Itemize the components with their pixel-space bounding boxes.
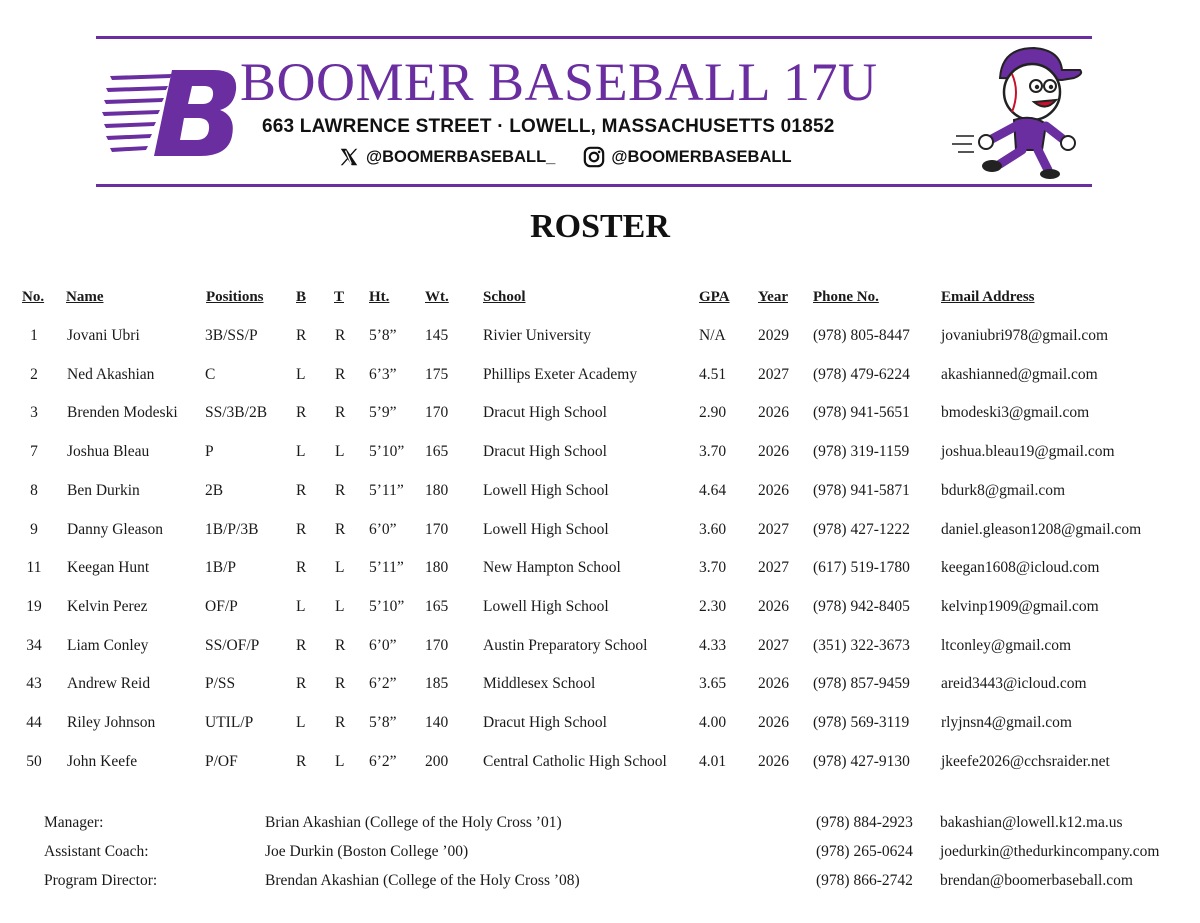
staff-phone: (978) 884-2923	[816, 814, 913, 831]
header-bottom-rule	[96, 184, 1092, 187]
player-gpa: 3.65	[699, 675, 727, 692]
player-number: 44	[26, 714, 42, 731]
player-year: 2026	[758, 443, 789, 460]
player-email[interactable]: joshua.bleau19@gmail.com	[941, 443, 1115, 460]
player-year: 2026	[758, 675, 789, 692]
player-gpa: 3.60	[699, 521, 727, 538]
player-bats: R	[296, 327, 307, 344]
player-phone: (978) 941-5651	[813, 404, 910, 421]
player-height: 5’11”	[369, 482, 404, 499]
player-school: Lowell High School	[483, 521, 609, 538]
player-bats: R	[296, 404, 307, 421]
player-year: 2027	[758, 559, 789, 576]
player-positions: SS/OF/P	[205, 637, 260, 654]
player-name: Keegan Hunt	[67, 559, 150, 576]
player-phone: (978) 569-3119	[813, 714, 910, 731]
player-weight: 175	[425, 366, 449, 383]
staff-role: Program Director:	[44, 872, 158, 889]
column-header-positions: Positions	[206, 289, 264, 305]
header-top-rule	[96, 36, 1092, 39]
player-number: 50	[26, 753, 42, 770]
player-name: Kelvin Perez	[67, 598, 148, 615]
player-name: Jovani Ubri	[67, 327, 140, 344]
player-email[interactable]: rlyjnsn4@gmail.com	[941, 714, 1072, 731]
player-throws: L	[335, 753, 345, 770]
player-gpa: 2.30	[699, 598, 727, 615]
staff-phone: (978) 866-2742	[816, 872, 913, 889]
team-name: BOOMER BASEBALL 17U	[240, 52, 878, 112]
player-school: Dracut High School	[483, 404, 607, 421]
staff-email[interactable]: joedurkin@thedurkincompany.com	[940, 843, 1160, 860]
column-header-weight: Wt.	[425, 289, 449, 305]
column-header-school: School	[483, 289, 526, 305]
player-name: Riley Johnson	[67, 714, 156, 731]
player-email[interactable]: kelvinp1909@gmail.com	[941, 598, 1099, 615]
player-positions: 1B/P/3B	[205, 521, 259, 538]
player-school: Central Catholic High School	[483, 753, 667, 770]
player-gpa: N/A	[699, 327, 726, 344]
player-school: Middlesex School	[483, 675, 596, 692]
baseball-mascot-logo	[950, 40, 1090, 180]
player-weight: 145	[425, 327, 449, 344]
player-email[interactable]: daniel.gleason1208@gmail.com	[941, 521, 1142, 538]
player-email[interactable]: bmodeski3@gmail.com	[941, 404, 1090, 421]
player-positions: P/SS	[205, 675, 236, 692]
player-height: 5’10”	[369, 598, 405, 615]
player-name: Liam Conley	[67, 637, 149, 654]
player-throws: R	[335, 637, 346, 654]
player-year: 2026	[758, 598, 789, 615]
player-name: Andrew Reid	[67, 675, 151, 692]
player-year: 2027	[758, 366, 789, 383]
team-logo-b	[102, 64, 242, 160]
player-positions: OF/P	[205, 598, 238, 615]
player-school: Dracut High School	[483, 714, 607, 731]
player-weight: 180	[425, 559, 449, 576]
player-year: 2029	[758, 327, 789, 344]
player-email[interactable]: keegan1608@icloud.com	[941, 559, 1100, 576]
player-phone: (978) 427-9130	[813, 753, 910, 770]
player-school: Rivier University	[483, 327, 592, 344]
player-weight: 200	[425, 753, 449, 770]
player-phone: (351) 322-3673	[813, 637, 910, 654]
player-bats: R	[296, 482, 307, 499]
player-throws: R	[335, 675, 346, 692]
player-weight: 165	[425, 443, 449, 460]
player-phone: (978) 941-5871	[813, 482, 910, 499]
player-height: 5’9”	[369, 404, 397, 421]
player-number: 19	[26, 598, 42, 615]
player-positions: 3B/SS/P	[205, 327, 258, 344]
player-height: 6’0”	[369, 637, 397, 654]
player-number: 1	[30, 327, 38, 344]
player-bats: R	[296, 559, 307, 576]
player-year: 2026	[758, 714, 789, 731]
player-gpa: 3.70	[699, 559, 727, 576]
staff-name: Joe Durkin (Boston College ’00)	[265, 843, 469, 860]
team-address: 663 LAWRENCE STREET · LOWELL, MASSACHUSETTS 01852	[262, 116, 835, 137]
player-phone: (978) 942-8405	[813, 598, 910, 615]
player-bats: L	[296, 598, 306, 615]
player-phone: (978) 319-1159	[813, 443, 910, 460]
player-height: 5’10”	[369, 443, 405, 460]
player-year: 2027	[758, 521, 789, 538]
player-height: 5’11”	[369, 559, 404, 576]
instagram-logo-icon	[583, 146, 605, 168]
player-height: 6’0”	[369, 521, 397, 538]
staff-email[interactable]: bakashian@lowell.k12.ma.us	[940, 814, 1123, 831]
x-handle[interactable]: @BOOMERBASEBALL_	[366, 147, 556, 166]
player-height: 6’2”	[369, 753, 397, 770]
column-header-email: Email Address	[941, 289, 1035, 305]
player-height: 6’2”	[369, 675, 397, 692]
player-positions: 2B	[205, 482, 224, 499]
player-school: New Hampton School	[483, 559, 621, 576]
player-bats: R	[296, 753, 307, 770]
player-name: Danny Gleason	[67, 521, 163, 538]
player-school: Austin Preparatory School	[483, 637, 648, 654]
player-positions: UTIL/P	[205, 714, 254, 731]
player-phone: (978) 479-6224	[813, 366, 910, 383]
social-handles	[338, 145, 820, 169]
player-email[interactable]: ltconley@gmail.com	[941, 637, 1072, 654]
player-phone: (978) 427-1222	[813, 521, 910, 538]
column-header-number: No.	[22, 289, 45, 305]
player-number: 9	[30, 521, 38, 538]
staff-phone: (978) 265-0624	[816, 843, 913, 860]
player-gpa: 4.51	[699, 366, 727, 383]
player-weight: 180	[425, 482, 449, 499]
player-positions: P	[205, 443, 214, 460]
player-positions: SS/3B/2B	[205, 404, 268, 421]
player-school: Lowell High School	[483, 482, 609, 499]
roster-title: ROSTER	[530, 208, 670, 245]
player-number: 43	[26, 675, 42, 692]
player-name: Joshua Bleau	[67, 443, 150, 460]
player-height: 6’3”	[369, 366, 397, 383]
player-number: 34	[26, 637, 42, 654]
player-weight: 170	[425, 637, 449, 654]
player-throws: R	[335, 521, 346, 538]
staff-name: Brian Akashian (College of the Holy Cross ’01)	[265, 814, 562, 831]
player-height: 5’8”	[369, 714, 397, 731]
column-header-name: Name	[66, 289, 104, 305]
x-logo-icon	[338, 146, 360, 168]
player-throws: L	[335, 559, 345, 576]
player-email[interactable]: bdurk8@gmail.com	[941, 482, 1066, 499]
column-header-bats: B	[296, 289, 307, 305]
player-phone: (617) 519-1780	[813, 559, 910, 576]
column-header-year: Year	[758, 289, 788, 305]
player-email[interactable]: jovaniubri978@gmail.com	[941, 327, 1109, 344]
staff-role: Assistant Coach:	[44, 843, 149, 860]
player-positions: C	[205, 366, 216, 383]
player-throws: R	[335, 327, 346, 344]
player-email[interactable]: jkeefe2026@cchsraider.net	[941, 753, 1110, 770]
column-header-phone: Phone No.	[813, 289, 879, 305]
player-gpa: 4.64	[699, 482, 727, 499]
player-weight: 170	[425, 521, 449, 538]
player-weight: 165	[425, 598, 449, 615]
player-name: Ben Durkin	[67, 482, 140, 499]
player-bats: L	[296, 714, 306, 731]
staff-role: Manager:	[44, 814, 104, 831]
player-gpa: 4.33	[699, 637, 727, 654]
player-year: 2027	[758, 637, 789, 654]
player-year: 2026	[758, 482, 789, 499]
player-throws: R	[335, 482, 346, 499]
player-phone: (978) 857-9459	[813, 675, 910, 692]
player-weight: 140	[425, 714, 449, 731]
player-gpa: 3.70	[699, 443, 727, 460]
player-number: 8	[30, 482, 38, 499]
player-positions: P/OF	[205, 753, 238, 770]
player-gpa: 4.00	[699, 714, 727, 731]
staff-name: Brendan Akashian (College of the Holy Cross ’08)	[265, 872, 580, 889]
player-weight: 170	[425, 404, 449, 421]
player-bats: L	[296, 443, 306, 460]
player-bats: R	[296, 521, 307, 538]
player-name: John Keefe	[67, 753, 138, 770]
player-number: 7	[30, 443, 38, 460]
player-school: Lowell High School	[483, 598, 609, 615]
player-email[interactable]: areid3443@icloud.com	[941, 675, 1087, 692]
player-positions: 1B/P	[205, 559, 237, 576]
player-school: Dracut High School	[483, 443, 607, 460]
staff-email[interactable]: brendan@boomerbaseball.com	[940, 872, 1133, 889]
player-throws: R	[335, 366, 346, 383]
column-header-height: Ht.	[369, 289, 390, 305]
player-school: Phillips Exeter Academy	[483, 366, 638, 383]
player-phone: (978) 805-8447	[813, 327, 910, 344]
player-bats: R	[296, 637, 307, 654]
instagram-handle[interactable]: @BOOMERBASEBALL	[611, 147, 792, 166]
player-throws: L	[335, 443, 345, 460]
player-number: 2	[30, 366, 38, 383]
player-gpa: 4.01	[699, 753, 727, 770]
column-header-throws: T	[334, 289, 345, 305]
player-bats: L	[296, 366, 306, 383]
player-email[interactable]: akashianned@gmail.com	[941, 366, 1098, 383]
player-height: 5’8”	[369, 327, 397, 344]
player-number: 3	[30, 404, 38, 421]
player-throws: R	[335, 714, 346, 731]
player-bats: R	[296, 675, 307, 692]
player-name: Brenden Modeski	[67, 404, 178, 421]
player-name: Ned Akashian	[67, 366, 155, 383]
player-throws: R	[335, 404, 346, 421]
player-throws: L	[335, 598, 345, 615]
player-year: 2026	[758, 404, 789, 421]
column-header-gpa: GPA	[699, 289, 730, 305]
player-number: 11	[26, 559, 42, 576]
player-weight: 185	[425, 675, 449, 692]
player-year: 2026	[758, 753, 789, 770]
player-gpa: 2.90	[699, 404, 727, 421]
